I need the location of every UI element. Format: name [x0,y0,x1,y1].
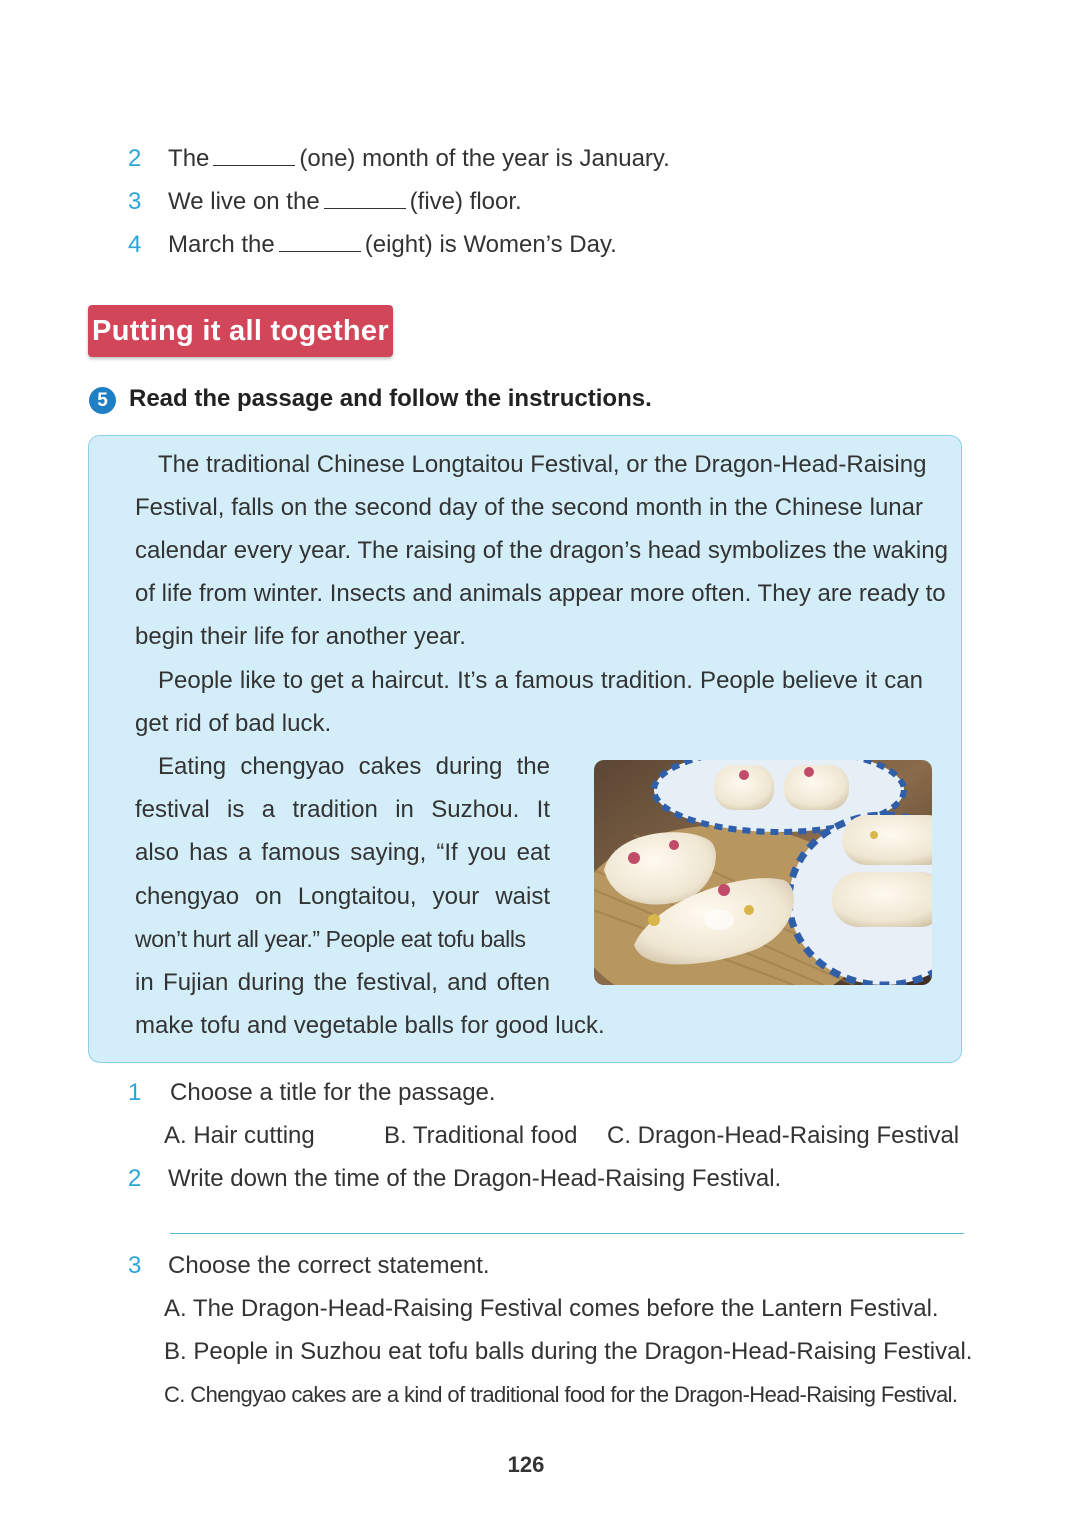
passage-line: The traditional Chinese Longtaitou Festival, or the Dragon-Head-Raising [158,451,927,478]
fill-blank[interactable] [213,145,295,166]
question-number: 2 [128,1165,142,1192]
item-number: 2 [128,145,142,172]
question-1-option-a[interactable]: A. Hair cutting [164,1122,315,1149]
item-text-pre: The [168,145,210,172]
passage-line: get rid of bad luck. [135,710,332,737]
question-number: 1 [128,1079,142,1106]
page-number: 126 [507,1452,545,1477]
passage-line: make tofu and vegetable balls for good luck. [135,1012,605,1039]
passage-line: Festival, falls on the second day of the second month in the Chinese lunar [135,494,923,521]
instruction-text: Read the passage and follow the instructions. [129,385,652,412]
exercise-item [128,231,617,259]
fill-blank[interactable] [324,188,406,209]
item-text-post: (one) month of the year is January. [299,145,670,172]
question-2 [128,1165,781,1193]
question-3 [128,1252,490,1280]
question-3-option-c[interactable]: C. Chengyao cakes are a kind of traditional food for the Dragon-Head-Raising Festival. [164,1382,958,1407]
exercise-item [128,188,522,216]
passage-line: begin their life for another year. [135,623,466,650]
passage-line: calendar every year. The raising of the dragon’s head symbolizes the waking [135,537,948,564]
item-text-pre: We live on the [168,188,320,215]
section-title: Putting it all together [88,305,393,357]
item-text-post: (five) floor. [409,188,522,215]
question-3-option-b[interactable]: B. People in Suzhou eat tofu balls during the Dragon-Head-Raising Festival. [164,1338,973,1365]
question-1-option-b[interactable]: B. Traditional food [384,1122,578,1149]
passage-line: festival is a tradition in Suzhou. It [135,796,550,823]
answer-line[interactable] [170,1233,964,1234]
item-number: 4 [128,231,142,258]
item-number: 3 [128,188,142,215]
passage-line: People like to get a haircut. It’s a famous tradition. People believe it can [158,667,923,694]
question-1 [128,1079,496,1107]
passage-line: in Fujian during the festival, and often [135,969,550,996]
passage-line: Eating chengyao cakes during the [158,753,550,780]
item-text-pre: March the [168,231,275,258]
question-text: Write down the time of the Dragon-Head-Raising Festival. [168,1165,782,1192]
exercise-item [128,145,670,173]
question-number: 3 [128,1252,142,1279]
item-text-post: (eight) is Women’s Day. [364,231,617,258]
passage-line: of life from winter. Insects and animals appear more often. They are ready to [135,580,946,607]
question-3-option-a[interactable]: A. The Dragon-Head-Raising Festival comes before the Lantern Festival. [164,1295,939,1322]
question-1-option-c[interactable]: C. Dragon-Head-Raising Festival [607,1122,960,1149]
chengyao-cakes-photo [594,760,932,985]
passage-line: chengyao on Longtaitou, your waist [135,883,550,910]
passage-line: also has a famous saying, “If you eat [135,839,550,866]
passage-line: won’t hurt all year.” People eat tofu balls [135,926,526,952]
question-text: Choose the correct statement. [168,1252,490,1279]
instruction-number-badge: 5 [89,387,116,414]
question-text: Choose a title for the passage. [170,1079,496,1106]
fill-blank[interactable] [279,231,361,252]
